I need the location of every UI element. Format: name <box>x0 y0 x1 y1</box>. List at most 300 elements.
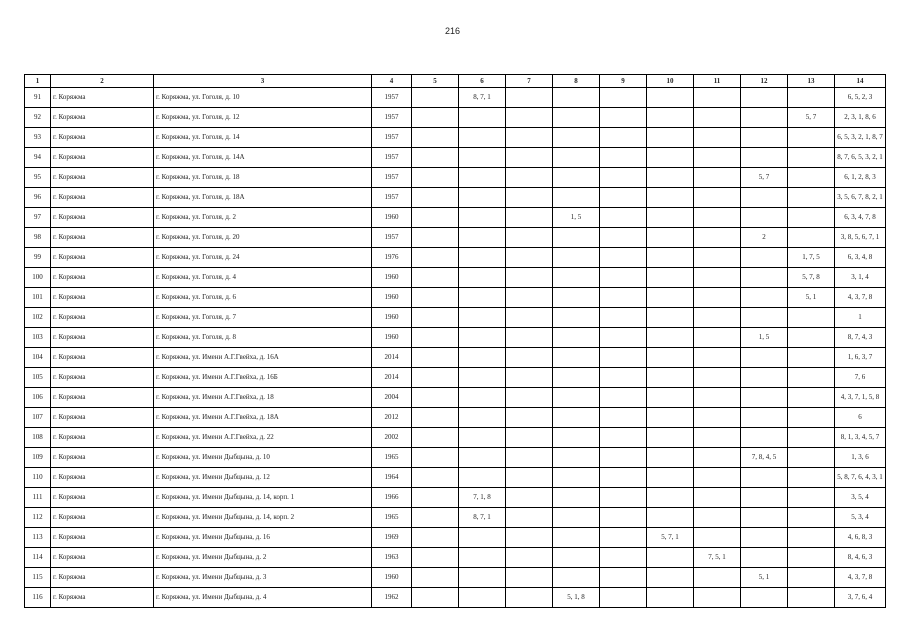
table-cell-col-11 <box>694 568 741 588</box>
table-cell-col-10 <box>647 428 694 448</box>
table-cell-col-8 <box>553 348 600 368</box>
table-cell-col-3: г. Коряжма, ул. Гоголя, д. 14 <box>154 128 372 148</box>
table-cell-col-2: г. Коряжма <box>51 228 154 248</box>
table-cell-col-2: г. Коряжма <box>51 268 154 288</box>
table-cell-col-12: 2 <box>741 228 788 248</box>
table-cell-col-2: г. Коряжма <box>51 208 154 228</box>
column-header-13: 13 <box>788 75 835 88</box>
table-row <box>25 548 886 568</box>
table-cell-col-4: 2014 <box>372 348 412 368</box>
table-cell-col-3: г. Коряжма, ул. Имени А.Г.Гвейха, д. 18А <box>154 408 372 428</box>
table-cell-col-4: 2012 <box>372 408 412 428</box>
table-cell-col-11 <box>694 228 741 248</box>
table-cell-col-3: г. Коряжма, ул. Гоголя, д. 12 <box>154 108 372 128</box>
column-header-3: 3 <box>154 75 372 88</box>
table-cell-col-11: 7, 5, 1 <box>694 548 741 568</box>
table-cell-col-3: г. Коряжма, ул. Гоголя, д. 10 <box>154 88 372 108</box>
table-cell-col-14: 7, 6 <box>835 368 886 388</box>
table-cell-col-2: г. Коряжма <box>51 368 154 388</box>
table-body <box>25 88 886 608</box>
table-cell-col-8 <box>553 308 600 328</box>
table-cell-col-3: г. Коряжма, ул. Имени Дыбцына, д. 10 <box>154 448 372 468</box>
table-cell-col-14: 4, 3, 7, 8 <box>835 288 886 308</box>
table-row <box>25 328 886 348</box>
table-cell-col-6 <box>459 588 506 608</box>
table-cell-col-13 <box>788 408 835 428</box>
table-cell-col-13 <box>788 368 835 388</box>
table-cell-col-14: 4, 6, 8, 3 <box>835 528 886 548</box>
table-cell-col-7 <box>506 528 553 548</box>
table-cell-col-10 <box>647 408 694 428</box>
table-cell-col-4: 1960 <box>372 288 412 308</box>
table-cell-col-11 <box>694 108 741 128</box>
table-cell-col-6 <box>459 468 506 488</box>
table-cell-col-1: 109 <box>25 448 51 468</box>
table-cell-col-10 <box>647 168 694 188</box>
table-cell-col-14: 6, 5, 2, 3 <box>835 88 886 108</box>
table-cell-col-14: 1 <box>835 308 886 328</box>
table-cell-col-8 <box>553 388 600 408</box>
table-cell-col-11 <box>694 368 741 388</box>
table-cell-col-1: 104 <box>25 348 51 368</box>
table-cell-col-5 <box>412 448 459 468</box>
table-cell-col-7 <box>506 108 553 128</box>
table-cell-col-9 <box>600 468 647 488</box>
table-row <box>25 568 886 588</box>
table-cell-col-1: 97 <box>25 208 51 228</box>
table-row <box>25 348 886 368</box>
table-cell-col-11 <box>694 488 741 508</box>
table-cell-col-4: 1966 <box>372 488 412 508</box>
table-cell-col-12 <box>741 268 788 288</box>
table-cell-col-7 <box>506 168 553 188</box>
table-cell-col-6: 8, 7, 1 <box>459 508 506 528</box>
table-cell-col-11 <box>694 528 741 548</box>
table-cell-col-12 <box>741 288 788 308</box>
table-cell-col-2: г. Коряжма <box>51 148 154 168</box>
table-cell-col-7 <box>506 468 553 488</box>
table-cell-col-11 <box>694 248 741 268</box>
table-cell-col-4: 2014 <box>372 368 412 388</box>
table-cell-col-2: г. Коряжма <box>51 188 154 208</box>
table-cell-col-3: г. Коряжма, ул. Имени Дыбцына, д. 4 <box>154 588 372 608</box>
table-cell-col-11 <box>694 348 741 368</box>
table-cell-col-12 <box>741 588 788 608</box>
table-cell-col-11 <box>694 428 741 448</box>
table-cell-col-7 <box>506 308 553 328</box>
table-cell-col-5 <box>412 588 459 608</box>
table-cell-col-9 <box>600 408 647 428</box>
table-cell-col-2: г. Коряжма <box>51 88 154 108</box>
table-cell-col-13 <box>788 168 835 188</box>
table-cell-col-13 <box>788 468 835 488</box>
table-cell-col-3: г. Коряжма, ул. Гоголя, д. 8 <box>154 328 372 348</box>
table-row <box>25 288 886 308</box>
table-cell-col-8 <box>553 228 600 248</box>
column-header-11: 11 <box>694 75 741 88</box>
table-cell-col-1: 115 <box>25 568 51 588</box>
table-cell-col-12 <box>741 428 788 448</box>
table-cell-col-9 <box>600 168 647 188</box>
table-cell-col-5 <box>412 268 459 288</box>
table-cell-col-5 <box>412 208 459 228</box>
table-cell-col-2: г. Коряжма <box>51 168 154 188</box>
table-cell-col-6 <box>459 388 506 408</box>
table-cell-col-4: 1957 <box>372 168 412 188</box>
table-cell-col-7 <box>506 488 553 508</box>
table-cell-col-4: 1957 <box>372 148 412 168</box>
table-cell-col-14: 5, 8, 7, 6, 4, 3, 1 <box>835 468 886 488</box>
table-cell-col-14: 4, 3, 7, 1, 5, 8 <box>835 388 886 408</box>
table-cell-col-10: 5, 7, 1 <box>647 528 694 548</box>
table-cell-col-14: 5, 3, 4 <box>835 508 886 528</box>
table-cell-col-2: г. Коряжма <box>51 568 154 588</box>
table-cell-col-4: 1962 <box>372 588 412 608</box>
table-cell-col-9 <box>600 148 647 168</box>
table-cell-col-6 <box>459 548 506 568</box>
table-cell-col-12 <box>741 188 788 208</box>
table-cell-col-9 <box>600 508 647 528</box>
table-cell-col-13: 1, 7, 5 <box>788 248 835 268</box>
table-cell-col-1: 112 <box>25 508 51 528</box>
table-cell-col-6 <box>459 128 506 148</box>
table-cell-col-5 <box>412 228 459 248</box>
table-cell-col-9 <box>600 368 647 388</box>
table-cell-col-4: 1960 <box>372 308 412 328</box>
table-cell-col-4: 1976 <box>372 248 412 268</box>
table-cell-col-5 <box>412 488 459 508</box>
table-cell-col-9 <box>600 308 647 328</box>
table-cell-col-13 <box>788 208 835 228</box>
table-cell-col-8 <box>553 328 600 348</box>
table-cell-col-2: г. Коряжма <box>51 308 154 328</box>
table-cell-col-2: г. Коряжма <box>51 428 154 448</box>
table-cell-col-10 <box>647 588 694 608</box>
table-cell-col-2: г. Коряжма <box>51 128 154 148</box>
table-cell-col-11 <box>694 468 741 488</box>
table-cell-col-13: 5, 7 <box>788 108 835 128</box>
table-cell-col-10 <box>647 108 694 128</box>
table-row <box>25 468 886 488</box>
table-cell-col-11 <box>694 128 741 148</box>
column-header-4: 4 <box>372 75 412 88</box>
table-cell-col-8: 5, 1, 8 <box>553 588 600 608</box>
table-cell-col-1: 99 <box>25 248 51 268</box>
table-cell-col-12: 5, 7 <box>741 168 788 188</box>
table-cell-col-14: 3, 5, 4 <box>835 488 886 508</box>
table-cell-col-14: 8, 1, 3, 4, 5, 7 <box>835 428 886 448</box>
table-cell-col-13: 5, 7, 8 <box>788 268 835 288</box>
table-cell-col-12 <box>741 528 788 548</box>
table-cell-col-11 <box>694 208 741 228</box>
table-cell-col-10 <box>647 508 694 528</box>
table-cell-col-2: г. Коряжма <box>51 468 154 488</box>
table-cell-col-1: 111 <box>25 488 51 508</box>
table-cell-col-12: 7, 8, 4, 5 <box>741 448 788 468</box>
table-cell-col-10 <box>647 488 694 508</box>
table-cell-col-12 <box>741 368 788 388</box>
table-cell-col-3: г. Коряжма, ул. Имени А.Г.Гвейха, д. 22 <box>154 428 372 448</box>
table-cell-col-13 <box>788 508 835 528</box>
table-cell-col-7 <box>506 368 553 388</box>
table-row <box>25 588 886 608</box>
table-cell-col-7 <box>506 388 553 408</box>
table-row <box>25 108 886 128</box>
table-cell-col-3: г. Коряжма, ул. Гоголя, д. 2 <box>154 208 372 228</box>
table-cell-col-7 <box>506 328 553 348</box>
table-cell-col-6 <box>459 188 506 208</box>
table-cell-col-13 <box>788 148 835 168</box>
table-cell-col-4: 1960 <box>372 268 412 288</box>
table-cell-col-13 <box>788 308 835 328</box>
table-cell-col-6 <box>459 268 506 288</box>
table-cell-col-4: 1957 <box>372 88 412 108</box>
table-cell-col-10 <box>647 208 694 228</box>
table-cell-col-6 <box>459 248 506 268</box>
table-cell-col-10 <box>647 568 694 588</box>
column-header-1: 1 <box>25 75 51 88</box>
table-cell-col-13 <box>788 328 835 348</box>
table-cell-col-7 <box>506 588 553 608</box>
table-cell-col-13 <box>788 228 835 248</box>
table-cell-col-6 <box>459 168 506 188</box>
table-cell-col-2: г. Коряжма <box>51 588 154 608</box>
table-cell-col-1: 100 <box>25 268 51 288</box>
table-cell-col-7 <box>506 348 553 368</box>
table-cell-col-12 <box>741 388 788 408</box>
table-cell-col-13: 5, 1 <box>788 288 835 308</box>
table-cell-col-1: 101 <box>25 288 51 308</box>
table-cell-col-7 <box>506 208 553 228</box>
table-cell-col-5 <box>412 368 459 388</box>
table-cell-col-1: 103 <box>25 328 51 348</box>
table-cell-col-11 <box>694 268 741 288</box>
table-row <box>25 528 886 548</box>
table-cell-col-7 <box>506 188 553 208</box>
table-row <box>25 508 886 528</box>
table-cell-col-7 <box>506 288 553 308</box>
table-cell-col-5 <box>412 88 459 108</box>
table-cell-col-8 <box>553 528 600 548</box>
table-cell-col-6 <box>459 148 506 168</box>
table-cell-col-5 <box>412 548 459 568</box>
table-cell-col-9 <box>600 248 647 268</box>
table-cell-col-5 <box>412 168 459 188</box>
table-cell-col-6 <box>459 308 506 328</box>
table-cell-col-4: 1957 <box>372 228 412 248</box>
table-cell-col-7 <box>506 128 553 148</box>
table-cell-col-9 <box>600 208 647 228</box>
table-cell-col-9 <box>600 388 647 408</box>
table-cell-col-6 <box>459 368 506 388</box>
table-cell-col-9 <box>600 448 647 468</box>
table-cell-col-5 <box>412 508 459 528</box>
table-cell-col-8 <box>553 448 600 468</box>
table-cell-col-8 <box>553 88 600 108</box>
table-cell-col-12 <box>741 128 788 148</box>
table-cell-col-5 <box>412 108 459 128</box>
table-cell-col-14: 1, 3, 6 <box>835 448 886 468</box>
table-cell-col-1: 94 <box>25 148 51 168</box>
table-cell-col-9 <box>600 88 647 108</box>
table-cell-col-11 <box>694 148 741 168</box>
table-cell-col-3: г. Коряжма, ул. Гоголя, д. 7 <box>154 308 372 328</box>
table-cell-col-10 <box>647 128 694 148</box>
table-cell-col-5 <box>412 288 459 308</box>
table-cell-col-9 <box>600 128 647 148</box>
table-cell-col-14: 3, 1, 4 <box>835 268 886 288</box>
table-cell-col-7 <box>506 148 553 168</box>
table-cell-col-10 <box>647 328 694 348</box>
table-cell-col-6 <box>459 208 506 228</box>
table-cell-col-3: г. Коряжма, ул. Имени Дыбцына, д. 14, корп. 1 <box>154 488 372 508</box>
table-cell-col-5 <box>412 428 459 448</box>
table-cell-col-14: 8, 7, 6, 5, 3, 2, 1 <box>835 148 886 168</box>
table-cell-col-3: г. Коряжма, ул. Гоголя, д. 6 <box>154 288 372 308</box>
table-cell-col-2: г. Коряжма <box>51 488 154 508</box>
table-cell-col-7 <box>506 568 553 588</box>
table-cell-col-11 <box>694 408 741 428</box>
table-cell-col-8 <box>553 488 600 508</box>
table-cell-col-4: 1965 <box>372 508 412 528</box>
table-cell-col-10 <box>647 548 694 568</box>
table-cell-col-1: 107 <box>25 408 51 428</box>
table-cell-col-14: 6, 3, 4, 8 <box>835 248 886 268</box>
table-cell-col-13 <box>788 428 835 448</box>
table-cell-col-6 <box>459 568 506 588</box>
table-row <box>25 428 886 448</box>
table-cell-col-11 <box>694 188 741 208</box>
table-cell-col-2: г. Коряжма <box>51 388 154 408</box>
table-cell-col-2: г. Коряжма <box>51 248 154 268</box>
column-header-8: 8 <box>553 75 600 88</box>
table-cell-col-7 <box>506 88 553 108</box>
table-cell-col-10 <box>647 388 694 408</box>
table-cell-col-6 <box>459 428 506 448</box>
table-cell-col-4: 1957 <box>372 188 412 208</box>
table-cell-col-12 <box>741 108 788 128</box>
column-header-5: 5 <box>412 75 459 88</box>
table-row <box>25 128 886 148</box>
table-cell-col-10 <box>647 88 694 108</box>
table-cell-col-12 <box>741 508 788 528</box>
table-cell-col-9 <box>600 188 647 208</box>
table-cell-col-14: 6, 5, 3, 2, 1, 8, 7 <box>835 128 886 148</box>
table-cell-col-9 <box>600 328 647 348</box>
table-row <box>25 488 886 508</box>
table-cell-col-9 <box>600 528 647 548</box>
table-cell-col-6 <box>459 448 506 468</box>
table-cell-col-8 <box>553 408 600 428</box>
table-cell-col-11 <box>694 328 741 348</box>
table-cell-col-10 <box>647 148 694 168</box>
table-cell-col-2: г. Коряжма <box>51 448 154 468</box>
table-cell-col-13 <box>788 88 835 108</box>
table-cell-col-1: 116 <box>25 588 51 608</box>
table-cell-col-9 <box>600 488 647 508</box>
table-cell-col-12 <box>741 408 788 428</box>
table-cell-col-11 <box>694 508 741 528</box>
table-cell-col-8 <box>553 168 600 188</box>
table-cell-col-8 <box>553 468 600 488</box>
table-cell-col-9 <box>600 548 647 568</box>
table-cell-col-12 <box>741 148 788 168</box>
table-cell-col-1: 114 <box>25 548 51 568</box>
table-cell-col-4: 2004 <box>372 388 412 408</box>
table-cell-col-9 <box>600 268 647 288</box>
table-cell-col-7 <box>506 548 553 568</box>
table-cell-col-11 <box>694 88 741 108</box>
table-cell-col-13 <box>788 348 835 368</box>
table-cell-col-2: г. Коряжма <box>51 328 154 348</box>
table-cell-col-12: 1, 5 <box>741 328 788 348</box>
table-cell-col-14: 3, 7, 6, 4 <box>835 588 886 608</box>
table-cell-col-9 <box>600 288 647 308</box>
page-number: 216 <box>444 26 461 36</box>
table-cell-col-14: 6 <box>835 408 886 428</box>
table-cell-col-3: г. Коряжма, ул. Имени Дыбцына, д. 3 <box>154 568 372 588</box>
table-cell-col-4: 1960 <box>372 328 412 348</box>
table-cell-col-10 <box>647 228 694 248</box>
table-cell-col-8: 1, 5 <box>553 208 600 228</box>
table-cell-col-7 <box>506 408 553 428</box>
table-cell-col-3: г. Коряжма, ул. Имени А.Г.Гвейха, д. 16А <box>154 348 372 368</box>
table-cell-col-6 <box>459 108 506 128</box>
table-cell-col-8 <box>553 128 600 148</box>
table-cell-col-3: г. Коряжма, ул. Гоголя, д. 14А <box>154 148 372 168</box>
table-row <box>25 408 886 428</box>
table-cell-col-2: г. Коряжма <box>51 408 154 428</box>
table-cell-col-8 <box>553 548 600 568</box>
table-cell-col-12 <box>741 248 788 268</box>
table-cell-col-2: г. Коряжма <box>51 548 154 568</box>
table-row <box>25 88 886 108</box>
table-cell-col-1: 110 <box>25 468 51 488</box>
table-cell-col-9 <box>600 588 647 608</box>
table-cell-col-6 <box>459 228 506 248</box>
table-cell-col-7 <box>506 228 553 248</box>
table-row <box>25 368 886 388</box>
table-cell-col-8 <box>553 248 600 268</box>
table-cell-col-4: 1957 <box>372 108 412 128</box>
table-cell-col-5 <box>412 568 459 588</box>
table-row <box>25 208 886 228</box>
column-header-12: 12 <box>741 75 788 88</box>
table-cell-col-2: г. Коряжма <box>51 288 154 308</box>
table-cell-col-1: 96 <box>25 188 51 208</box>
table-cell-col-14: 3, 8, 5, 6, 7, 1 <box>835 228 886 248</box>
table-cell-col-3: г. Коряжма, ул. Гоголя, д. 18А <box>154 188 372 208</box>
table-cell-col-11 <box>694 308 741 328</box>
table-cell-col-10 <box>647 268 694 288</box>
table-cell-col-2: г. Коряжма <box>51 348 154 368</box>
table-cell-col-12 <box>741 348 788 368</box>
table-row <box>25 268 886 288</box>
table-cell-col-3: г. Коряжма, ул. Имени А.Г.Гвейха, д. 18 <box>154 388 372 408</box>
table-cell-col-5 <box>412 148 459 168</box>
table-cell-col-10 <box>647 368 694 388</box>
table-cell-col-8 <box>553 108 600 128</box>
table-cell-col-12 <box>741 88 788 108</box>
table-cell-col-13 <box>788 568 835 588</box>
table-row <box>25 148 886 168</box>
table-row <box>25 308 886 328</box>
table-cell-col-13 <box>788 548 835 568</box>
table-cell-col-2: г. Коряжма <box>51 508 154 528</box>
table-cell-col-2: г. Коряжма <box>51 108 154 128</box>
table-cell-col-3: г. Коряжма, ул. Гоголя, д. 20 <box>154 228 372 248</box>
table-cell-col-8 <box>553 428 600 448</box>
